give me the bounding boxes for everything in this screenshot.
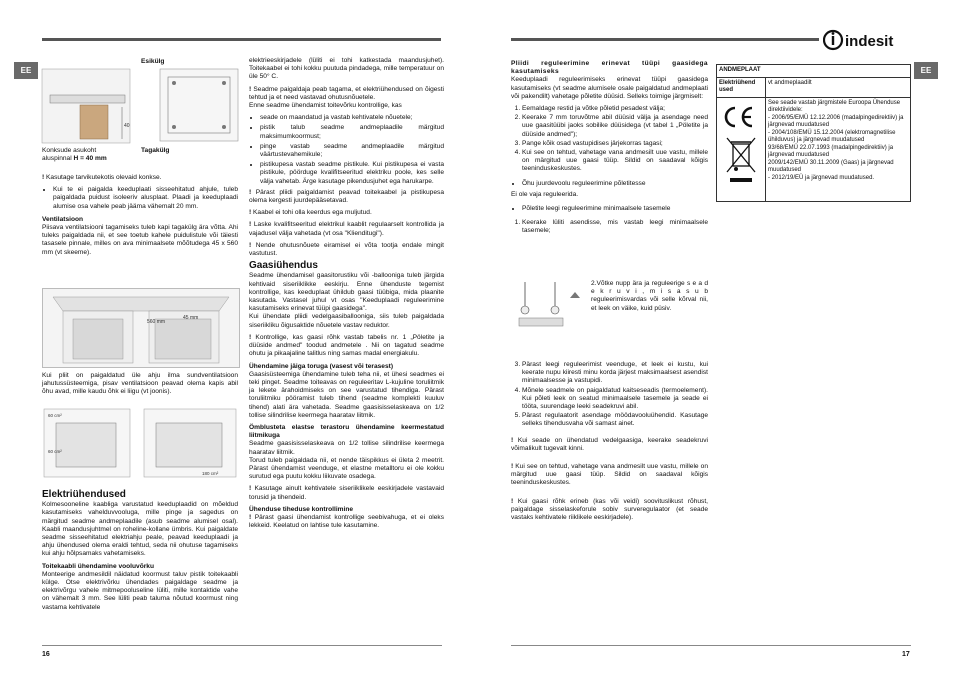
warning: ! Laske kvalifitseeritud elektrikul kaablit regulaarselt kontrollida ja vajadusel välja vahetada (vt osa "Klienditugi").: [249, 221, 444, 237]
bullet-list: [511, 180, 708, 188]
list-item: 5. Pärast regulaatorit asendage möödavooluühendid. Kasutage selleks tihendusvaha või samast ainet.: [522, 412, 708, 428]
caption-text: aluspinnal: [42, 155, 74, 163]
warning-text: Kaabel ei tohi olla keerdus ega muljutud.: [253, 209, 372, 217]
paragraph: [249, 272, 444, 313]
list-item: 3. Pange kõik osad vastupidises järjekorras tagasi;: [522, 140, 708, 148]
warning-text: Nende ohutusnõuete eiramisel ei võta tootja endale mingit vastutust.: [249, 241, 444, 258]
warning: ! Kui gaasi rõhk erineb (kas või veidi) soovituslikust rõhust, paigaldage sisselaskeforule sobiv surveregulaator (et seade vastaks kehtivatele riiklikele eeskirjadele).: [511, 497, 708, 522]
paragraph: Piisava ventilatsiooni tagamiseks tuleb kapi tagakülg ära võtta. Ahi tuleks paigaldada nii, et see toetub kahele puidulistule või täiesti tasasele pinnale, milles on ava minimaalsete mõõtudega 45 x 560 mm (vt skeeme).: [42, 224, 238, 256]
ce-weee-marks: [721, 100, 761, 196]
regulation-cell: [766, 97, 911, 202]
step-2-text: 2.Võtke nupp ära ja reguleerige s e a d e k r u v i , m i s a s u b reguleerimisvardas või selle kõrval nii, et leek on väike, kuid püsiv.: [591, 280, 708, 312]
column-1-lower: [42, 487, 238, 616]
dimension-label: 180 cm²: [202, 471, 219, 476]
numbered-list: [511, 361, 708, 429]
regulation-text: See seade vastab järgmistele Euroopa Ühenduse direktiividele:: [768, 99, 901, 113]
warning: ! Kui see on tehtud, vahetage vana andmesilt uue vastu, millele on märgitud uue gaasi tüüp. Sildid on saadaval kõigis teeninduskeskustes.: [511, 463, 708, 487]
numbered-list: [511, 105, 708, 174]
caption-value: H = 40 mm: [73, 155, 107, 163]
regulation-line: 93/68/EMÜ 22.07.1993 (madalpingedirektiiv) ja järgnevad muudatused: [768, 144, 894, 158]
section-heading: Ventilatsioon: [42, 215, 84, 223]
section-heading: Elektriühendused: [42, 489, 126, 500]
hook-caption: [42, 147, 142, 163]
warning: ! Seadme paigaldaja peab tagama, et elektriühendused on õigesti tehtud ja et need vastavad ohutusnõuetele.: [249, 85, 445, 101]
warning: ! Kui seade on ühendatud vedelgaasiga, keerake seadekruvi võimalikult tugevalt kinni.: [511, 436, 709, 452]
air-opening-figure: [42, 405, 238, 480]
paragraph: elektrieeskirjadele (lüliti ei tohi katkestada maandusjuhet). Toitekaabel ei tohi kokku puutuda pindadega, mille temperatuur on üle 50° C.: [249, 57, 444, 81]
indesit-logo: [823, 28, 913, 52]
numbered-list: [511, 219, 708, 235]
paragraph: Kolmesooneline kaabliga varustatud keeduplaadid on mõeldud kasutamiseks vahelduvvooluga, mille pinge ja sagedus on märgitud seadme andmeplaadile (asub seadme alumisel osal). Kaabli maandusjuhtmel on roheline-kollane ümbris. Kui paigaldate seadme sisseehitatud elektriahju peale, peavad keeduplaadi ja ahju ühendused olema eraldi tehtud, seda nii ohutuse tagamiseks kui ahju hõlpsamaks vahetamiseks.: [42, 501, 238, 558]
table-title: ANDMEPLAAT: [717, 65, 911, 78]
section-heading: Pliidi reguleerimine erinevat tüüpi gaasidega kasutamiseks: [511, 60, 708, 76]
language-tag-right: EE: [914, 62, 938, 79]
list-item: • pinge vastab seadme andmeplaadile märgitud väärtustevahemikule;: [260, 143, 444, 159]
warning: ! Pärast gaasi ühendamist kontrollige seebivahuga, et ei oleks lekkeid. Keelatud on lahtise tule kasutamine.: [249, 513, 445, 530]
svg-text:40: 40: [124, 123, 130, 129]
warning-text: Pärast pliidi paigaldamist peavad toitekaabel ja pistikupesa olema kergesti juurdepääsetavad.: [249, 188, 444, 205]
list-item: 1. Eemaldage restid ja võtke põletid pesadest välja;: [522, 105, 708, 113]
list-item: • Põletite leegi reguleerimine minimaalsele tasemele: [522, 205, 708, 213]
paragraph: Gaasisüsteemiga ühendamine tuleb teha nii, et ühesi seadmes ei teki pinget. Seadme toiteavas on reguleeritav L-kujuline toruliitmik ja lekete ärahoidmiseks on see varustatud tihendiga. Pärast toruliitmiku pööramist tuleb tihend (seadme komplekti kuuluv tihend) alati ära vahetada. Seadme gaasisisselaskeava on 1/2 tollise silindrilise keermega haaratav liitmik.: [249, 370, 444, 419]
warning: ! Pärast pliidi paigaldamist peavad toitekaabel ja pistikupesa olema kergesti juurdepääsetavad.: [249, 188, 444, 205]
list-item: 3. Pärast leegi reguleerimist veenduge, et leek ei kustu, kui keerate nupu kiiresti minu korda järjest maksimaalsest asendist minimaalsesse ja vastupidi.: [522, 361, 708, 386]
bullet-list: [249, 114, 444, 186]
warning: ! Nende ohutusnõuete eiramisel ei võta tootja endale mingit vastutust.: [249, 241, 444, 258]
paragraph: Kui ühendate pliidi vedelgaasiballooniga, siis tuleb paigaldada siseriikliku õigusaktide nõuetele vastav reduktor.: [249, 313, 444, 329]
burner-adjust-figure: [511, 278, 589, 330]
warning: ! Kasutage ainult kehtivatele siseriiklikele eeskirjadele vastavaid torusid ja tihendeid.: [249, 485, 444, 501]
top-rule-left: [42, 38, 441, 41]
column-2: [249, 57, 444, 534]
list-item: 4. Kui see on tehtud, vahetage vana andmesilt uue vastu, millele on märgitud uue gaasi tüüp. Sildid on saadaval kõigis teeninduskeskustes.: [522, 149, 708, 174]
table-row-value: vt andmeplaadilt: [766, 77, 911, 97]
dimension-label: 560 mm: [147, 319, 166, 325]
warning-text: Kui gaasi rõhk erineb (kas või veidi) soovituslikust rõhust, paigaldage sisselaskeforule sobiv surveregulaator (et seade vastaks kehtivatele riiklikele eeskirjadele).: [511, 497, 708, 522]
section-heading: Ühendamine jäiga toruga (vasest või terasest): [249, 362, 394, 370]
paragraph: Seadme gaasisisselaskeava on 1/2 tollise silindrilise keermega haaratav liitmik.: [249, 440, 444, 456]
section-heading: Ömblusteta elastse terastoru ühendamine keermestatud liitmikuga: [249, 423, 444, 440]
page-number-left: 16: [42, 651, 50, 658]
dimension-label: 60 cm²: [48, 449, 62, 454]
weee-bin-icon: [727, 138, 755, 182]
ventilation-figure: [42, 288, 240, 368]
warning-text: Kasutage ainult kehtivatele siseriiklikele eeskirjadele vastavaid torusid ja tihendeid.: [249, 485, 444, 501]
paragraph: Enne seadme ühendamist toitevõrku kontrollige, kas: [249, 102, 402, 110]
list-item: • Õhu juurdevoolu reguleerimine põletitesse: [522, 180, 708, 188]
bullet-list: [511, 205, 708, 213]
dimension-label: 45 mm: [183, 315, 199, 321]
bottom-rule-left: [42, 645, 442, 646]
regulation-line: - 2004/108/EMÜ 15.12.2004 (elektromagnetilise ühilduvus) ja järgnevad muudatused: [768, 129, 896, 143]
warning-text: Pärast gaasi ühendamist kontrollige seebivahuga, et ei oleks lekkeid. Keelatud on lahtise tule kasutamine.: [249, 513, 445, 530]
figure-label-back: Tagakülg: [141, 147, 170, 154]
paragraph: Ei ole vaja reguleerida.: [511, 190, 579, 198]
list-item: • pistikupesa vastab seadme pistikule. Kui pistikupesa ei vasta pistikule, pöörduge kvalifitseeritud elektriku poole, kes selle välja vahetab. Ärge kasutage pikendusjuhet ega harukarpe.: [260, 161, 444, 186]
list-item: • seade on maandatud ja vastab kehtivatele nõuetele;: [260, 114, 444, 122]
paragraph: Monteerige andmesildil näidatud koormust taluv pistik toitekaabli külge. Otse elektrivõrku ühendades paigaldage seadme ja elektrivõrgu vahele mitmepooluseline lüliti, mille kontaktide vahe on vähemalt 3 mm. See lüliti peab taluma nõutud koormust ning vastama kehtivatele: [42, 570, 238, 611]
page-number-right: 17: [902, 651, 910, 658]
mark-cell: [717, 97, 766, 202]
ventilation-caption: Kui pliit on paigaldatud üle ahju ilma sundventilatsioon jahutussüsteemiga, pisav ventilatsioon peavad olema kapis abil õhu avad, mille kaudu õhk ei liigu (vt joonis).: [42, 372, 238, 396]
warning-text: Kasutage tarvikutekotis olevaid konkse.: [46, 174, 162, 181]
bottom-rule-right: [511, 645, 911, 646]
language-tag-left: EE: [14, 62, 38, 79]
list-item: • pistik talub seadme andmeplaadile märgitud maksimumkoormust;: [260, 124, 444, 140]
list-item: 1. Keerake lüliti asendisse, mis vastab leegi minimaalsele tasemele;: [522, 219, 708, 235]
section-heading: Gaasiühendus: [249, 260, 318, 272]
warning-text: Kui seade on ühendatud vedelgaasiga, keerake seadekruvi võimalikult tugevalt kinni.: [511, 436, 709, 452]
section-heading: Toitekaabli ühendamine vooluvõrku: [42, 562, 154, 570]
warning-text: Laske kvalifitseeritud elektrikul kaablit regulaarselt kontrollida ja vajadusel välja vahetada (vt osa "Klienditugi").: [249, 221, 444, 237]
warning: ! Kasutage tarvikutekotis olevaid konkse.: [42, 174, 162, 181]
figure-label-front: Esikülg: [141, 58, 165, 65]
warning: ! Kontrollige, kas gaasi rõhk vastab tabelis nr. 1 „Pöletite ja düüside andmed" toodud andmetele . Nii on tagatud seadme ohutu ja pikaajaline talitlus ning samas madal energiakulu.: [249, 333, 444, 358]
regulation-line: - 2012/19/EÜ ja järgnevad muudatused.: [768, 174, 875, 181]
warning-text: Seadme paigaldaja peab tagama, et elektriühendused on õigesti tehtud ja et need vastavad ohutusnõuetele.: [249, 85, 445, 101]
list-item: 4. Mõnele seadmele on paigaldatud kaitseseadis (termoelement). Kui põleti leek on seatud minimaalsele tasemele ja seade ei tööta, suurendage leeki seadekruvi abil.: [522, 387, 708, 412]
regulation-line: - 2006/95/EMÜ 12.12.2006 (madalpingedirektiiv) ja järgnevad muudatused: [768, 114, 904, 128]
warning: ! Kaabel ei tohi olla keerdus ega muljutud.: [249, 209, 372, 217]
warning-text: Kui see on tehtud, vahetage vana andmesilt uue vastu, millele on märgitud uue gaasi tüüp. Sildid on saadaval kõigis teeninduskeskustes.: [511, 463, 708, 487]
section-heading: Ühenduse tiheduse kontrollimine: [249, 505, 354, 513]
list-item: • Kui te ei paigalda keeduplaati sisseehitatud ahjule, tuleb paigaldada puidust isoleeriv alusplaat. Plaadi ja keeduplaadi alumise osa vahele peab jääma vähemalt 20 mm.: [53, 186, 238, 211]
caption-line: [42, 155, 142, 163]
dimension-label: 60 cm²: [48, 413, 62, 418]
column-1-upper: [42, 174, 238, 261]
list-item: 2. Keerake 7 mm toruvõtme abil düüsid välja ja asendage need uue gaasitüübi jaoks sobilike düüsidega (vt tabel 1 „Pöletite ja düüside andmed");: [522, 114, 708, 139]
paragraph: Keeduplaadi reguleerimiseks erinevat tüüpi gaasidega kasutamiseks (vt seadme alumisele osale paigaldatud andmeplaati või pakendilt) vahetage põletite düüsid. Selleks toimige järgmiselt:: [511, 76, 708, 100]
paragraph-text: Seadme ühendamisel gaasitorustiku või -ballooniga tuleb järgida kehtivaid siseriiklikke eeskirju. Enne ühenduste tegemist kontrollige, kas keeduplaat ühildub gaasi tüübiga, mida plaanite kasutada. Vastasel juhul vt osas "Keeduplaadi reguleerimine kasutamiseks erinevat tüüpi gaasidega".: [249, 272, 444, 313]
top-rule-right: [511, 38, 819, 41]
bullet-list: [42, 186, 238, 211]
regulation-line: 2009/142/EMÜ 30.11.2009 (Gaas) ja järgnevad muudatused: [768, 159, 894, 173]
column-3-lower: [511, 361, 708, 526]
warning-text: Kontrollige, kas gaasi rõhk vastab tabelis nr. 1 „Pöletite ja düüside andmed" toodud andmetele . Nii on tagatud seadme ohutu ja pikaajaline talitlus ning samas madal energiakulu.: [249, 333, 444, 358]
paragraph: Torud tuleb paigaldada nii, et nende täispikkus ei ületa 2 meetrit. Pärast ühendamist veenduge, et elastne metalltoru ei ole kokku surutud ega puutu kokku liikuvate osadega.: [249, 456, 444, 481]
svg-text:indesit: indesit: [845, 33, 894, 50]
table-row-label: Elektriühend used: [717, 77, 766, 97]
column-3: [511, 60, 708, 239]
caption-line: Konksude asukoht: [42, 147, 97, 154]
data-plate-table: [716, 64, 911, 202]
